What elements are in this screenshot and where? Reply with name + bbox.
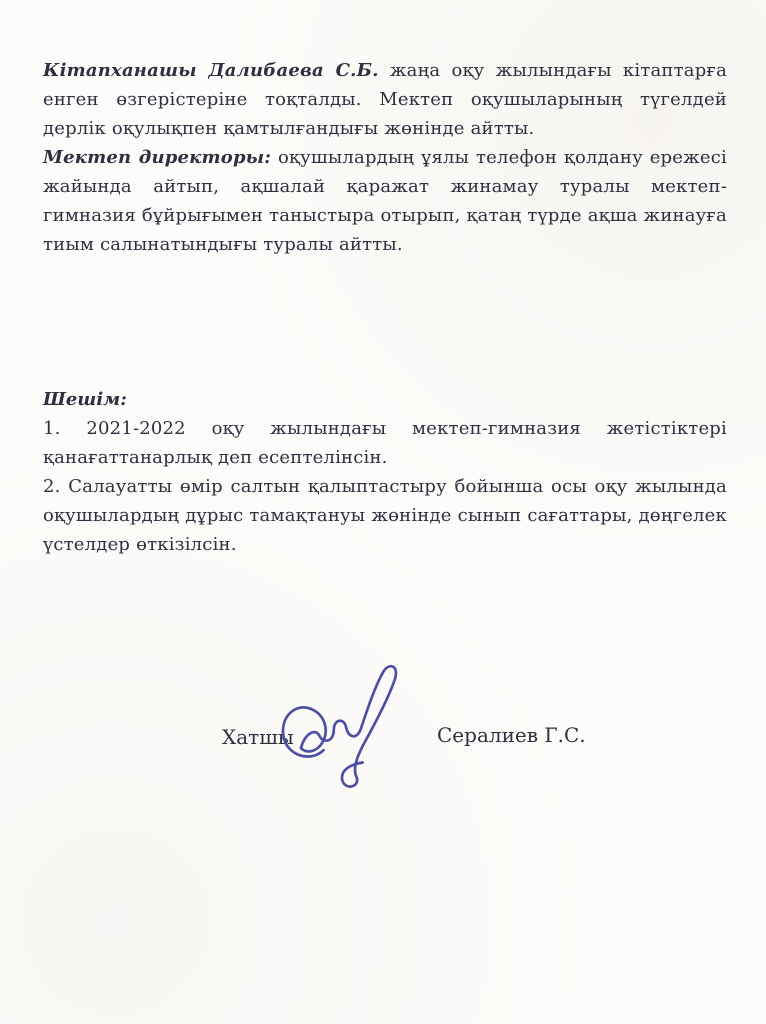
document-body bbox=[43, 56, 727, 559]
paragraph-librarian bbox=[43, 56, 727, 143]
handwritten-signature bbox=[270, 655, 445, 800]
decision-item-1: 1. 2021-2022 оқу жылындағы мектеп-гимназия жетістіктері қанағаттанарлық деп есептелінсін. bbox=[43, 418, 727, 468]
decision-section bbox=[43, 385, 727, 559]
speaker-librarian: Кітапханашы Далибаева С.Б. bbox=[43, 60, 379, 81]
paragraph-director-text: оқушылардың ұялы телефон қолдану ережесі жайында айтып, ақшалай қаражат жинамау туралы мектеп-гимназия бұйрығымен таныстыра отырып, қатаң түрде ақша жинауға тиым салынатындығы туралы айтты. bbox=[43, 147, 727, 255]
paragraph-director bbox=[43, 143, 727, 259]
paragraph-librarian-text: жаңа оқу жылындағы кітаптарға енген өзгерістеріне тоқталды. Мектеп оқушыларының түгелдей дерлік оқулықпен қамтылғандығы жөнінде айтты. bbox=[43, 60, 727, 139]
decision-item-2: 2. Салауатты өмір салтын қалыптастыру бойынша осы оқу жылында оқушылардың дұрыс тамақтануы жөнінде сынып сағаттары, дөңгелек үстелдер өткізілсін. bbox=[43, 476, 727, 555]
speaker-director: Мектеп директоры: bbox=[43, 147, 272, 168]
secretary-name: Сералиев Г.С. bbox=[437, 723, 586, 747]
decision-heading: Шешім: bbox=[43, 389, 127, 410]
signature-block bbox=[0, 650, 766, 810]
secretary-role-label: Хатшы bbox=[222, 725, 294, 749]
